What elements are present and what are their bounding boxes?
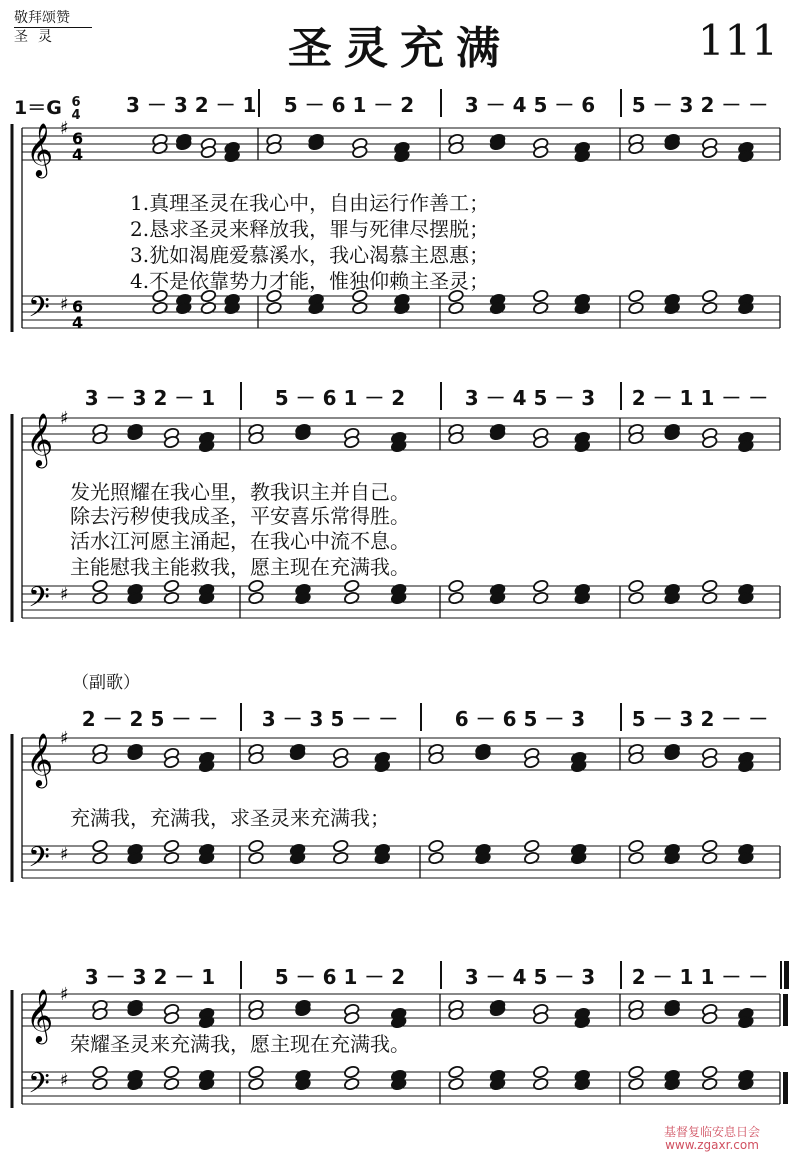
sharp-icon: ♯ [60,584,69,605]
notehead [248,851,264,865]
lyric-line: 1.真理圣灵在我心中，自由运行作善工； [130,190,490,215]
notehead [92,579,108,593]
notehead [343,1065,359,1079]
notehead [628,839,644,853]
notehead [332,851,348,865]
hymn-number: 111 [697,16,778,65]
jianpu-measure: 6 － 6 5 － 3 [454,706,586,731]
notehead [332,839,348,853]
notehead [248,579,264,593]
notehead [628,289,644,303]
watermark-line2: www.zgaxr.com [665,1138,759,1152]
jianpu-measure: 3 － 3 2 － 1 [84,385,216,410]
notehead [628,591,644,605]
notehead [532,289,548,303]
jianpu-measure: 2 － 1 1 － － [631,385,769,410]
lyric-line: 活水江河愿主涌起，在我心中流不息。 [70,528,410,553]
lyric-line: 主能慰我主能救我，愿主现在充满我。 [70,554,410,579]
final-barline [783,1072,788,1104]
notehead [701,851,717,865]
notehead [343,579,359,593]
notehead [92,839,108,853]
jianpu-measure: 5 － 6 1 － 2 [283,92,415,117]
notehead [701,301,717,315]
watermark [664,1126,760,1152]
notehead [163,1065,179,1079]
bass-clef: 𝄢 [28,291,50,331]
time-sig-top: 6 [72,297,84,316]
notehead [152,301,168,315]
notehead [701,839,717,853]
bass-clef: 𝄢 [28,1067,50,1107]
notehead [200,301,216,315]
jianpu-measure: 3 － 4 5 － 3 [464,964,596,989]
notehead [448,1065,464,1079]
treble-clef: 𝄞 [26,122,54,176]
notehead [701,289,717,303]
notehead [532,301,548,315]
sharp-icon: ♯ [60,984,69,1005]
notehead [163,851,179,865]
jianpu-measure: 5 － 6 1 － 2 [274,385,406,410]
notehead [628,851,644,865]
notehead [532,579,548,593]
time-sig-bottom: 4 [72,313,84,332]
notehead [248,591,264,605]
sharp-icon: ♯ [60,728,69,749]
notehead [532,1065,548,1079]
jianpu-measure: 5 － 3 2 － － [631,92,769,117]
key-label: 1＝G [14,97,62,119]
notehead [628,301,644,315]
category-top: 敬拜颂赞 [14,10,70,26]
notehead [448,1077,464,1091]
notehead [701,579,717,593]
notehead [92,1065,108,1079]
notehead [448,591,464,605]
jianpu-measure: 3 － 4 5 － 3 [464,385,596,410]
lyric-line: 荣耀圣灵来充满我，愿主现在充满我。 [70,1031,410,1056]
notehead [163,1077,179,1091]
lyric-line: 充满我，充满我，求圣灵来充满我； [70,805,390,830]
notehead [628,579,644,593]
notehead [628,1065,644,1079]
treble-clef: 𝄞 [26,412,54,466]
notehead [523,851,539,865]
time-sig-bottom: 4 [72,145,84,164]
notehead [523,839,539,853]
time-numerator: 6 [71,94,81,110]
notehead [248,1065,264,1079]
lyric-line: 3.犹如渴鹿爱慕溪水，我心渴慕主恩惠； [130,242,490,267]
notehead [701,1077,717,1091]
jianpu-measure: 3 － 3 2 － 1 [84,964,216,989]
lyric-line: 2.恳求圣灵来释放我，罪与死律尽摆脱； [130,216,490,241]
notehead [428,839,444,853]
notehead [343,1077,359,1091]
sharp-icon: ♯ [60,408,69,429]
sharp-icon: ♯ [60,844,69,865]
notehead [448,301,464,315]
sharp-icon: ♯ [60,118,69,139]
jianpu-measure: 3 － 4 5 － 6 [464,92,596,117]
category-sub: 圣灵 [14,29,62,45]
notehead [248,1077,264,1091]
watermark-line1: 基督复临安息日会 [664,1125,761,1139]
notehead [92,1077,108,1091]
notehead [448,579,464,593]
notehead [701,591,717,605]
bass-clef: 𝄢 [28,841,50,881]
notehead [92,591,108,605]
jianpu-measure: 5 － 3 2 － － [631,706,769,731]
notehead [343,591,359,605]
notehead [532,1077,548,1091]
lyric-line: 4.不是依靠势力才能，惟独仰赖主圣灵； [130,268,490,293]
notehead [163,579,179,593]
jianpu-measure: 2 － 2 5 － － [81,706,219,731]
notehead [701,1065,717,1079]
time-sig-top: 6 [72,129,84,148]
lyric-line: 发光照耀在我心里，教我识主并自己。 [70,479,410,504]
page-title: 圣灵充满 [288,23,512,74]
notehead [352,301,368,315]
notehead [266,301,282,315]
treble-clef: 𝄞 [26,732,54,786]
chorus-label: （副歌） [72,673,140,693]
jianpu-measure: 5 － 6 1 － 2 [274,964,406,989]
jianpu-measure: 3 － 3 5 － － [261,706,399,731]
notehead [532,591,548,605]
notehead [248,839,264,853]
jianpu-measure: 2 － 1 1 － － [631,964,769,989]
final-barline [783,994,788,1026]
sharp-icon: ♯ [60,294,69,315]
notehead [628,1077,644,1091]
treble-clef: 𝄞 [26,988,54,1042]
bass-clef: 𝄢 [28,581,50,621]
notehead [92,851,108,865]
jianpu-measure: 3 － 3 2 － 1 [126,92,257,117]
sharp-icon: ♯ [60,1070,69,1091]
time-denominator: 4 [71,107,81,123]
lyric-line: 除去污秽使我成圣，平安喜乐常得胜。 [70,503,410,528]
notehead [163,591,179,605]
notehead [163,839,179,853]
notehead [428,851,444,865]
